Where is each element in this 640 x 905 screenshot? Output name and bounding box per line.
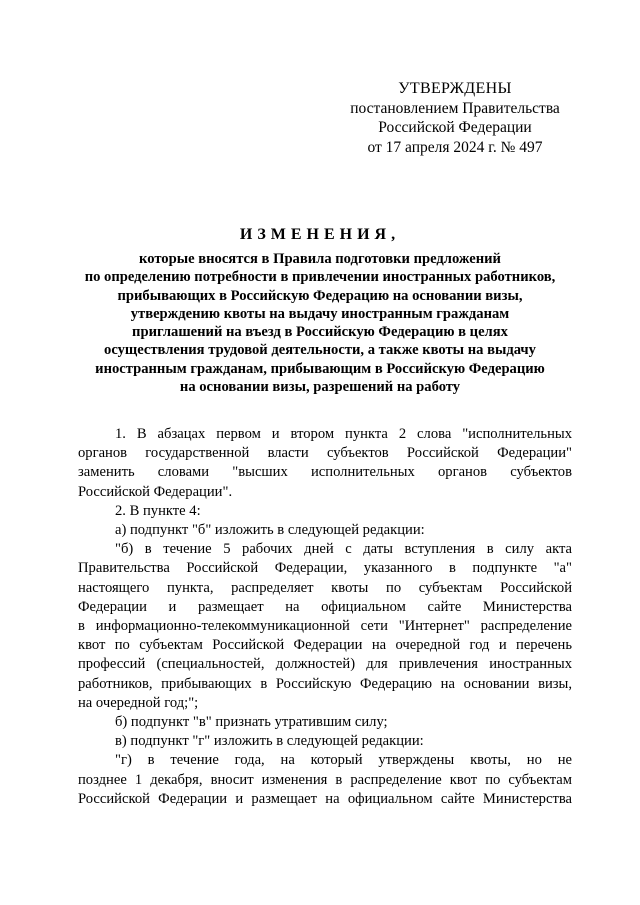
paragraph-line: 1. В абзацах первом и втором пункта 2 слова "исполнительных xyxy=(115,426,572,442)
subtitle-line: приглашений на въезд в Российскую Федерацию в целях xyxy=(132,324,508,341)
subtitle-line: прибывающих в Российскую Федерацию на основании визы, xyxy=(117,287,523,304)
paragraph-line: "г) в течение года, на который утверждены квоты, но не xyxy=(115,752,572,769)
paragraph-line: профессий (специальностей, должностей) для привлечения иностранных xyxy=(78,656,572,673)
paragraph-line: Российской Федерации и размещает на официальном сайте Министерства xyxy=(78,790,572,807)
subtitle-line: которые вносятся в Правила подготовки предложений xyxy=(139,251,501,267)
document-title: ИЗМЕНЕНИЯ, xyxy=(239,226,401,243)
paragraph-line: настоящего пункта, распределяет квоты по субъектам Российской xyxy=(78,579,572,596)
paragraph-line: органов государственной власти субъектов Российской Федерации" xyxy=(78,445,572,462)
paragraph-line: Российской Федерации". xyxy=(78,483,233,500)
paragraph-line: б) подпункт "в" признать утратившим силу; xyxy=(115,714,388,731)
approval-line: Российской Федерации xyxy=(378,119,532,136)
document-subtitle xyxy=(60,250,580,396)
paragraph-line: а) подпункт "б" изложить в следующей редакции: xyxy=(115,522,425,539)
subtitle-line: утверждению квоты на выдачу иностранным гражданам xyxy=(130,305,510,322)
paragraph-line: 2. В пункте 4: xyxy=(115,502,201,519)
approval-line: от 17 апреля 2024 г. № 497 xyxy=(367,138,543,156)
paragraph-line: Правительства Российской Федерации, указанного в подпункте "а" xyxy=(78,560,572,577)
paragraph-line: работников, прибывающих в Российскую Федерацию на основании визы, xyxy=(78,675,572,692)
paragraph-line: "б) в течение 5 рабочих дней с даты вступления в силу акта xyxy=(115,541,572,558)
approval-heading: УТВЕРЖДЕНЫ xyxy=(398,80,512,97)
subtitle-line: по определению потребности в привлечении иностранных работников, xyxy=(84,269,556,286)
subtitle-line: на основании визы, разрешений на работу xyxy=(179,379,461,396)
approval-line: постановлением Правительства xyxy=(350,99,560,117)
paragraph-line: позднее 1 декабря, вносит изменения в распределение квот по субъектам xyxy=(78,771,572,788)
paragraph-line: на очередной год;"; xyxy=(78,694,199,711)
subtitle-line: осуществления трудовой деятельности, а также квоты на выдачу xyxy=(104,342,536,359)
document-body xyxy=(78,425,572,809)
paragraph-line: в) подпункт "г" изложить в следующей редакции: xyxy=(115,733,424,750)
paragraph-line: заменить словами "высших исполнительных органов субъектов xyxy=(78,464,572,481)
approval-block xyxy=(330,79,580,157)
paragraph-line: в информационно-телекоммуникационной сети "Интернет" распределение xyxy=(78,618,572,635)
subtitle-line: иностранным гражданам, прибывающим в Российскую Федерацию xyxy=(95,360,545,377)
paragraph-line: Федерации и размещает на официальном сайте Министерства xyxy=(78,598,572,615)
paragraph-line: квот по субъектам Российской Федерации на очередной год и перечень xyxy=(78,637,572,654)
